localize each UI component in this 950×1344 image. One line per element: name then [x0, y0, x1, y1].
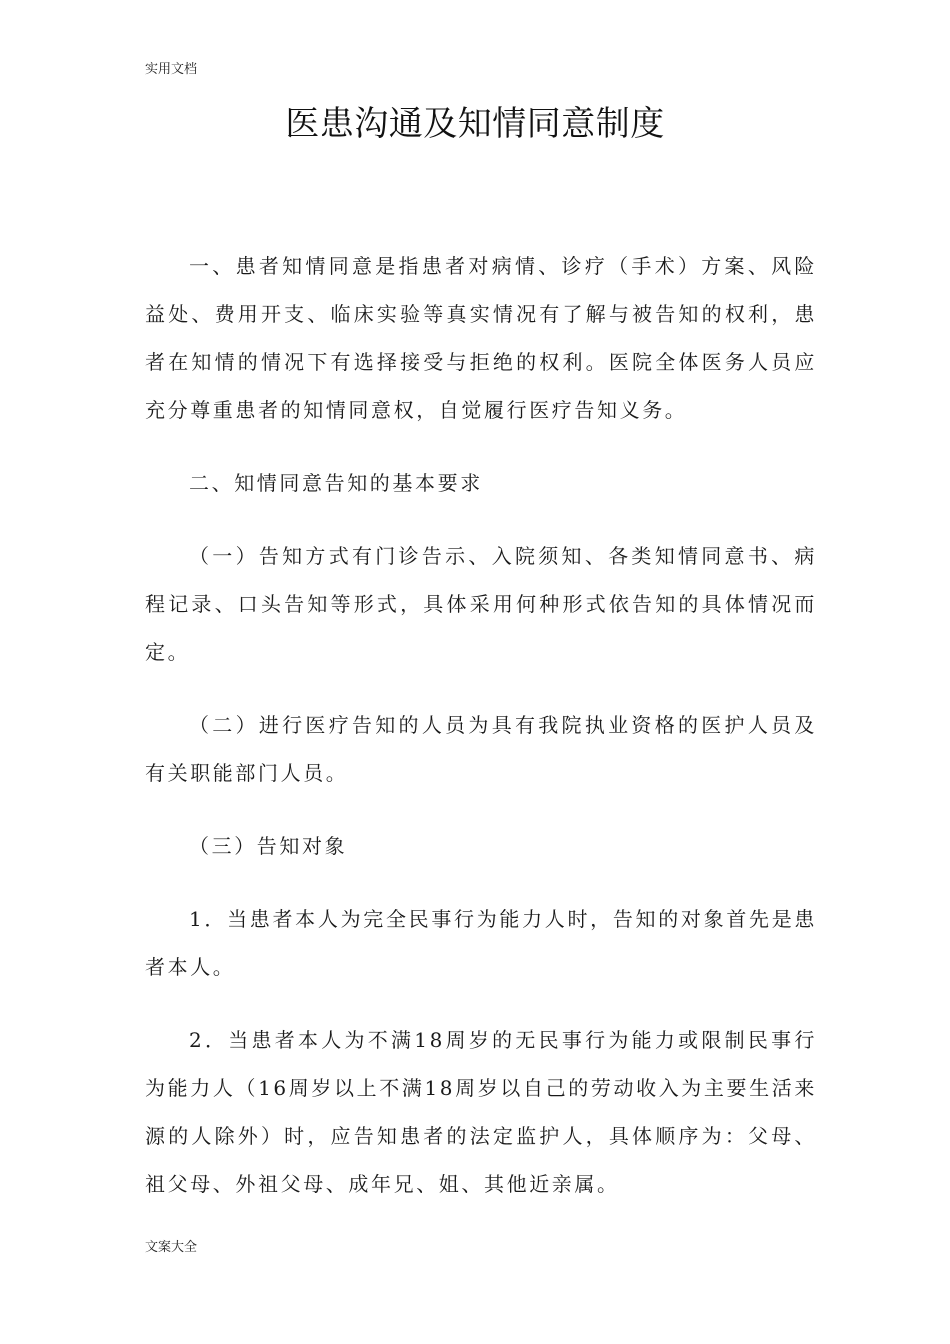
paragraph-notification-methods: （一）告知方式有门诊告示、入院须知、各类知情同意书、病程记录、口头告知等形式，具体采用何种形式依告知的具体情况而定。	[145, 544, 817, 664]
paragraph-informed-consent-definition: 一、患者知情同意是指患者对病情、诊疗（手术）方案、风险益处、费用开支、临床实验等真实情况有了解与被告知的权利，患者在知情的情况下有选择接受与拒绝的权利。医院全体医务人员应充分尊重患者的知情同意权，自觉履行医疗告知义务。	[145, 254, 817, 422]
paragraph-notification-personnel: （二）进行医疗告知的人员为具有我院执业资格的医护人员及有关职能部门人员。	[145, 713, 817, 785]
document-title: 医患沟通及知情同意制度	[285, 104, 665, 144]
page-footer-label: 文案大全	[145, 1240, 198, 1255]
section-heading-basic-requirements: 二、知情同意告知的基本要求	[189, 471, 483, 495]
list-item-target-1: 1．当患者本人为完全民事行为能力人时，告知的对象首先是患者本人。	[145, 907, 817, 979]
page-header-label: 实用文档	[145, 62, 198, 77]
document-body	[145, 242, 817, 1233]
list-item-target-2: 2．当患者本人为不满18周岁的无民事行为能力或限制民事行为能力人（16周岁以上不满18周岁以自己的劳动收入为主要生活来源的人除外）时，应告知患者的法定监护人，具体顺序为：父母、祖父母、外祖父母、成年兄、姐、其他近亲属。	[145, 1028, 817, 1196]
subheading-notification-targets: （三）告知对象	[189, 834, 348, 858]
